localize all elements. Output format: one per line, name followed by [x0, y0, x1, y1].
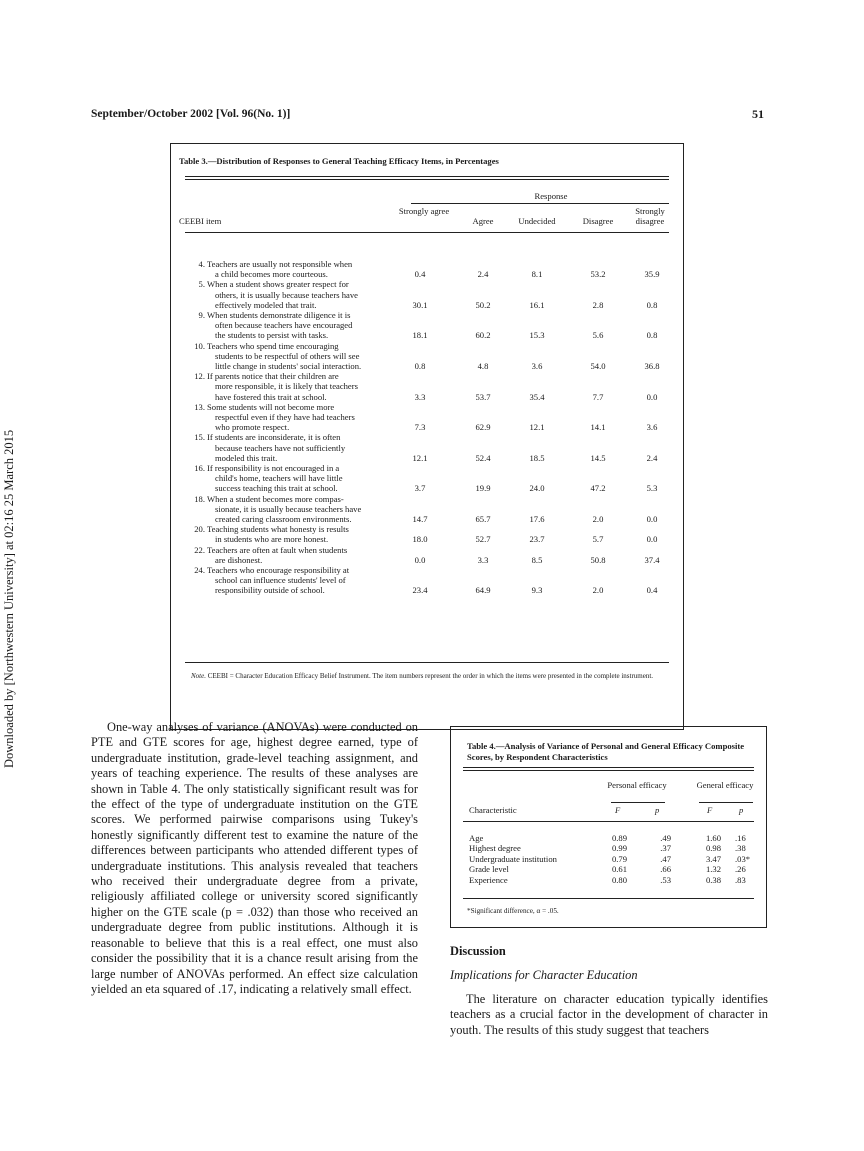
table-cell: 14.7	[412, 514, 428, 524]
table-cell: 0.0	[646, 534, 658, 545]
general-efficacy-header: General efficacy	[696, 780, 754, 790]
ceebi-item-header: CEEBI item	[179, 216, 222, 226]
item-text-line: students to be respectful of others will see	[215, 350, 360, 361]
table-cell: 9.3	[531, 585, 543, 596]
general-p-value: .03*	[735, 853, 751, 864]
personal-p-header: p	[655, 805, 660, 815]
personal-f-header: F	[615, 805, 621, 815]
journal-header: September/October 2002 [Vol. 96(No. 1)]	[91, 108, 291, 120]
item-text-line: child's home, teachers will have little	[215, 473, 343, 484]
table-3	[170, 143, 684, 730]
rule	[185, 179, 669, 180]
table-cell: 7.3	[414, 422, 426, 433]
item-text-line: Teachers are often at fault when students	[207, 544, 348, 555]
right-column	[450, 992, 768, 1038]
general-p-value: .26	[735, 864, 746, 875]
item-number: 12.	[194, 371, 205, 382]
table-cell: 23.4	[412, 585, 428, 596]
table-cell: 37.4	[644, 554, 660, 565]
table-cell: 47.2	[590, 483, 606, 494]
table-cell: 3.6	[646, 422, 658, 433]
table-cell: 2.8	[592, 299, 604, 310]
personal-f-value: 0.61	[611, 864, 627, 875]
item-number: 13.	[194, 401, 205, 412]
table-cell: 0.4	[646, 585, 658, 596]
table-4-title: Table 4.—Analysis of Variance of Personal and General Efficacy Composite Scores, by Respondent Characteristics	[467, 741, 745, 762]
col-undecided: Undecided	[518, 216, 556, 226]
rule	[185, 662, 669, 663]
personal-p-value: .37	[660, 843, 671, 854]
general-f-value: 1.60	[705, 833, 721, 843]
item-number: 9.	[198, 310, 205, 320]
table-cell: 3.3	[477, 554, 489, 565]
table-cell: 2.4	[477, 269, 489, 280]
table-cell: 0.8	[414, 361, 426, 371]
rule	[185, 232, 669, 233]
item-text-line: modeled this trait.	[215, 452, 278, 463]
general-p-value: .83	[735, 874, 746, 885]
table-cell: 2.0	[592, 585, 604, 596]
table-cell: 30.1	[412, 299, 428, 310]
discussion-paragraph: The literature on character education typically identifies teachers as a crucial factor in the development of character in youth. The results of this study suggest that teachers	[450, 992, 768, 1037]
item-text-line: school can influence students' level of	[215, 575, 346, 586]
item-number: 16.	[194, 463, 205, 473]
item-text-line: because teachers have not sufficiently	[215, 442, 346, 453]
item-text-line: Some students will not become more	[207, 401, 335, 412]
table-cell: 52.4	[475, 452, 491, 463]
col-disagree: Disagree	[582, 216, 614, 226]
item-number: 22.	[194, 544, 205, 555]
left-column	[91, 720, 418, 997]
personal-f-value: 0.80	[611, 874, 627, 885]
table-cell: 18.1	[412, 330, 428, 341]
table-cell: 36.8	[644, 361, 660, 371]
item-text-line: If responsibility is not encouraged in a	[207, 463, 340, 473]
table-cell: 50.2	[475, 299, 491, 310]
item-text-line: When a student becomes more compas-	[207, 493, 344, 504]
general-f-value: 0.98	[705, 843, 721, 854]
item-text-line: are dishonest.	[215, 554, 263, 565]
table-cell: 8.5	[531, 554, 543, 565]
rule	[185, 176, 669, 177]
item-text-line: more responsible, it is likely that teachers	[215, 381, 358, 392]
note-label: Note.	[191, 672, 206, 680]
table-cell: 3.3	[414, 391, 426, 402]
item-text-line: Teaching students what honesty is results	[207, 524, 349, 535]
rule	[611, 802, 665, 803]
personal-p-value: .49	[660, 833, 671, 843]
characteristic-header: Characteristic	[469, 805, 517, 815]
table-cell: 4.8	[477, 361, 489, 371]
table-cell: 62.9	[475, 422, 491, 433]
rule	[463, 821, 754, 822]
table-cell: 14.5	[590, 452, 606, 463]
item-text-line: little change in students' social interaction.	[215, 361, 362, 371]
table-cell: 64.9	[475, 585, 491, 596]
rule	[463, 898, 754, 899]
rule	[463, 767, 754, 768]
item-text-line: If parents notice that their children are	[207, 371, 339, 382]
item-text-line: Teachers who encourage responsibility at	[207, 565, 350, 575]
item-text-line: responsibility outside of school.	[215, 585, 325, 596]
item-text-line: When students demonstrate diligence it is	[207, 310, 351, 320]
personal-f-value: 0.79	[611, 853, 627, 864]
table-cell: 5.6	[592, 330, 604, 341]
item-text-line: created caring classroom environments.	[215, 514, 352, 524]
item-text-line: Teachers who spend time encouraging	[207, 340, 339, 351]
item-text-line: who promote respect.	[215, 422, 290, 433]
table-cell: 3.7	[414, 483, 426, 494]
table-cell: 17.6	[529, 514, 545, 524]
item-text-line: often because teachers have encouraged	[215, 320, 353, 331]
table-cell: 2.4	[646, 452, 658, 463]
general-p-header: p	[739, 805, 744, 815]
characteristic-label: Experience	[469, 874, 508, 885]
table-cell: 0.8	[646, 299, 658, 310]
table-3-note	[191, 672, 671, 681]
table-cell: 5.3	[646, 483, 658, 494]
table-cell: 12.1	[412, 452, 428, 463]
table-4-note: *Significant difference, α = .05.	[467, 907, 559, 915]
item-text-line: others, it is usually because teachers have	[215, 289, 358, 300]
item-number: 18.	[194, 493, 205, 504]
col-strongly-agree: Strongly agree	[398, 206, 450, 216]
table-cell: 0.8	[646, 330, 658, 341]
characteristic-label: Highest degree	[469, 843, 521, 854]
general-p-value: .16	[735, 833, 746, 843]
rule	[463, 770, 754, 771]
anova-paragraph: One-way analyses of variance (ANOVAs) were conducted on PTE and GTE scores for age, highest degree earned, type of undergraduate institution, grade-level teaching assignment, and years of teaching experience. The results of these analyses are shown in Table 4. The only statistically significant result was for the effect of the type of undergraduate institution on the GTE scores. We performed pairwise comparisons using Tukey's honestly significantly different test to examine the nature of the differences between participants who attended different types of undergraduate institutions. This analysis revealed that teachers who received their undergraduate degree from a private, religiously affiliated college or university scored significantly higher on the GTE scale (p = .032) than those who received an undergraduate degree from public institutions. Although it is reasonable to believe that this is a real effect, one must also consider the possibility that it is a chance result arising from the large number of ANOVAs performed. An effect size calculation yielded an eta squared of .17, indicating a relatively small effect.	[91, 720, 418, 996]
item-text-line: a child becomes more courteous.	[215, 269, 328, 280]
table-cell: 8.1	[531, 269, 543, 280]
table-cell: 52.7	[475, 534, 491, 545]
table-cell: 53.7	[475, 391, 491, 402]
item-text-line: effectively modeled that trait.	[215, 299, 317, 310]
personal-f-value: 0.89	[611, 833, 627, 843]
table-cell: 0.0	[414, 554, 426, 565]
table-cell: 23.7	[529, 534, 545, 545]
table-cell: 60.2	[475, 330, 491, 341]
item-number: 10.	[194, 340, 205, 351]
item-text-line: have fostered this trait at school.	[215, 391, 327, 402]
table-cell: 35.4	[529, 391, 545, 402]
table-cell: 7.7	[592, 391, 604, 402]
item-text-line: respectful even if they have had teachers	[215, 412, 355, 422]
general-p-value: .38	[735, 843, 746, 854]
table-cell: 0.0	[646, 391, 658, 402]
general-f-header: F	[707, 805, 713, 815]
table-cell: 12.1	[529, 422, 545, 433]
general-f-value: 0.38	[705, 874, 721, 885]
item-text-line: in students who are more honest.	[215, 534, 329, 545]
table-cell: 54.0	[590, 361, 606, 371]
personal-p-value: .53	[660, 874, 671, 885]
personal-efficacy-header: Personal efficacy	[607, 780, 667, 790]
general-f-value: 3.47	[705, 853, 721, 864]
table-cell: 24.0	[529, 483, 545, 494]
item-text-line: When a student shows greater respect for	[207, 279, 349, 290]
col-agree: Agree	[472, 216, 494, 226]
item-text-line: If students are inconsiderate, it is often	[207, 432, 341, 443]
table-cell: 15.3	[529, 330, 545, 341]
table-cell: 18.5	[529, 452, 545, 463]
response-header: Response	[534, 191, 568, 201]
item-text-line: success teaching this trait at school.	[215, 483, 338, 494]
personal-f-value: 0.99	[611, 843, 627, 854]
table-cell: 65.7	[475, 514, 491, 524]
item-number: 24.	[194, 565, 205, 575]
characteristic-label: Grade level	[469, 864, 509, 875]
table-cell: 53.2	[590, 269, 606, 280]
personal-p-value: .47	[660, 853, 671, 864]
rule	[699, 802, 753, 803]
table-cell: 2.0	[592, 514, 604, 524]
table-cell: 19.9	[475, 483, 491, 494]
table-cell: 16.1	[529, 299, 545, 310]
item-text-line: Teachers are usually not responsible when	[207, 259, 353, 269]
item-number: 15.	[194, 432, 205, 443]
download-watermark: Downloaded by [Northwestern University] at 02:16 25 March 2015	[2, 429, 16, 768]
table-cell: 0.4	[414, 269, 426, 280]
table-4	[450, 726, 767, 928]
discussion-subheading: Implications for Character Education	[450, 968, 638, 982]
table-cell: 0.0	[646, 514, 658, 524]
table-3-title: Table 3.—Distribution of Responses to General Teaching Efficacy Items, in Percentages	[179, 156, 499, 166]
general-f-value: 1.32	[705, 864, 721, 875]
item-number: 4.	[198, 259, 205, 269]
discussion-heading: Discussion	[450, 944, 506, 958]
table-cell: 35.9	[644, 269, 660, 280]
col-strongly-disagree: Strongly disagree	[635, 206, 665, 226]
note-text: CEEBI = Character Education Efficacy Belief Instrument. The item numbers represent the order in which the items were presented in the complete instrument.	[207, 672, 654, 680]
characteristic-label: Age	[469, 833, 484, 843]
table-cell: 3.6	[531, 361, 543, 371]
item-number: 5.	[198, 279, 205, 290]
item-text-line: the students to persist with tasks.	[215, 330, 329, 341]
table-cell: 5.7	[592, 534, 604, 545]
item-text-line: sionate, it is usually because teachers have	[215, 503, 362, 514]
item-number: 20.	[194, 524, 205, 535]
table-cell: 18.0	[412, 534, 428, 545]
personal-p-value: .66	[660, 864, 671, 875]
page-number: 51	[752, 107, 764, 121]
table-cell: 50.8	[590, 554, 606, 565]
table-cell: 14.1	[590, 422, 606, 433]
characteristic-label: Undergraduate institution	[469, 853, 557, 864]
rule	[411, 203, 669, 204]
